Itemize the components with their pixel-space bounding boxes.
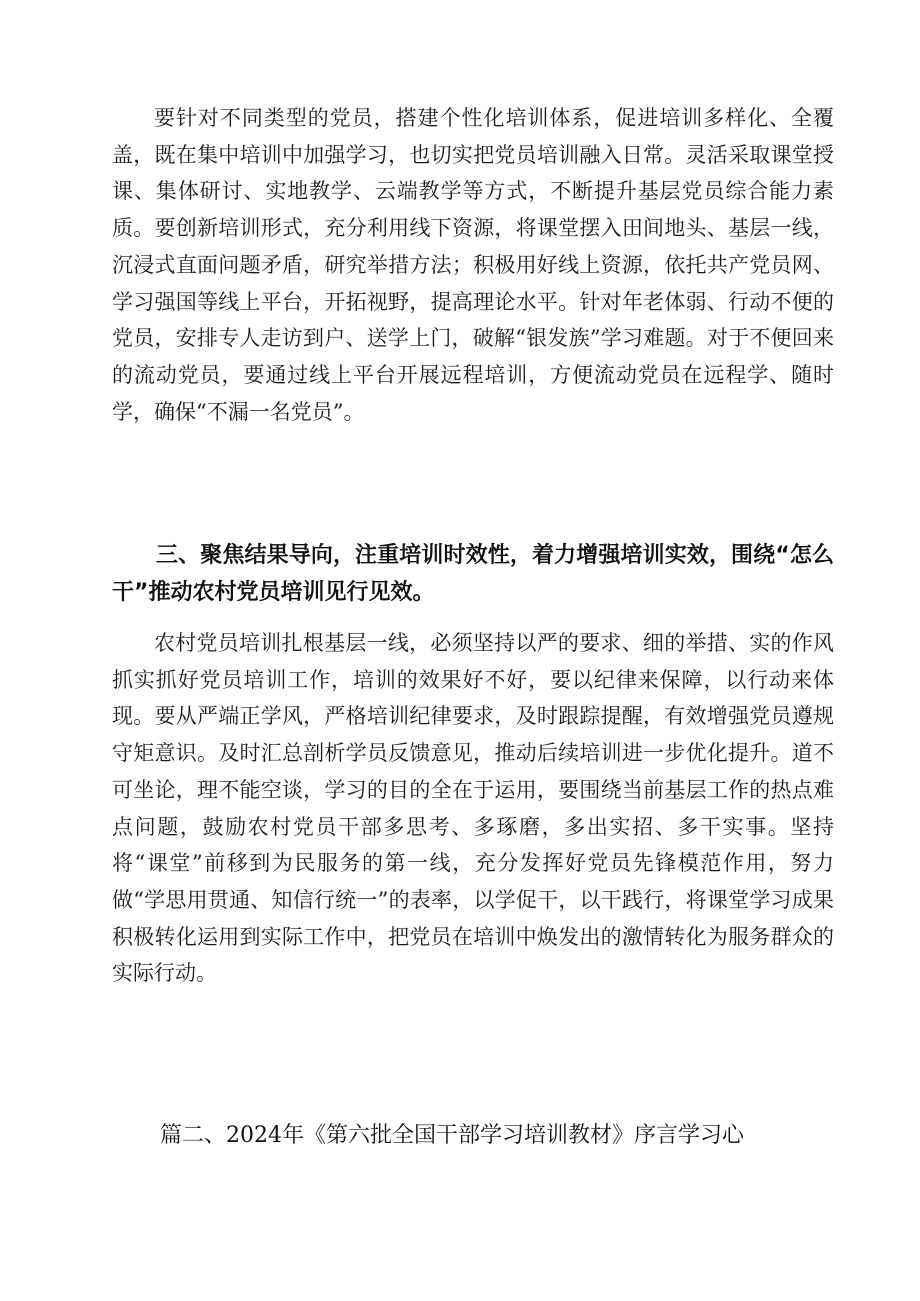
article-2-title: 篇二、2024年《第六批全国干部学习培训教材》序言学习心 — [160, 1123, 744, 1148]
body-paragraph-1: 要针对不同类型的党员，搭建个性化培训体系，促进培训多样化、全覆盖，既在集中培训中加强学习，也切实把党员培训融入日常。灵活采取课堂授课、集体研讨、实地教学、云端教学等方式，不断提升基层党员综合能力素质。要创新培训形式，充分利用线下资源，将课堂摆入田间地头、基层一线，沉浸式直面问题矛盾，研究举措方法；积极用好线上资源，依托共产党员网、学习强国等线上平台，开拓视野，提高理论水平。针对年老体弱、行动不便的党员，安排专人走访到户、送学上门，破解“银发族”学习难题。对于不便回来的流动党员，要通过线上平台开展远程培训，方便流动党员在远程学、随时学，确保“不漏一名党员”。 — [112, 106, 834, 424]
body-paragraph-2: 农村党员培训扎根基层一线，必须坚持以严的要求、细的举措、实的作风抓实抓好党员培训工作，培训的效果好不好，要以纪律来保障，以行动来体现。要从严端正学风，严格培训纪律要求，及时跟踪提醒，有效增强党员遵规守矩意识。及时汇总剖析学员反馈意见，推动后续培训进一步优化提升。道不可坐论，理不能空谈，学习的目的全在于运用，要围绕当前基层工作的热点难点问题，鼓励农村党员干部多思考、多琢磨，多出实招、多干实事。坚持将“课堂”前移到为民服务的第一线，充分发挥好党员先锋模范作用，努力做“学思用贯通、知信行统一”的表率，以学促干，以干践行，将课堂学习成果积极转化运用到实际工作中，把党员在培训中焕发出的激情转化为服务群众的实际行动。 — [112, 631, 834, 986]
section-heading-3: 三、聚焦结果导向，注重培训时效性，着力增强培训实效，围绕“怎么干”推动农村党员培训见行见效。 — [112, 543, 834, 605]
